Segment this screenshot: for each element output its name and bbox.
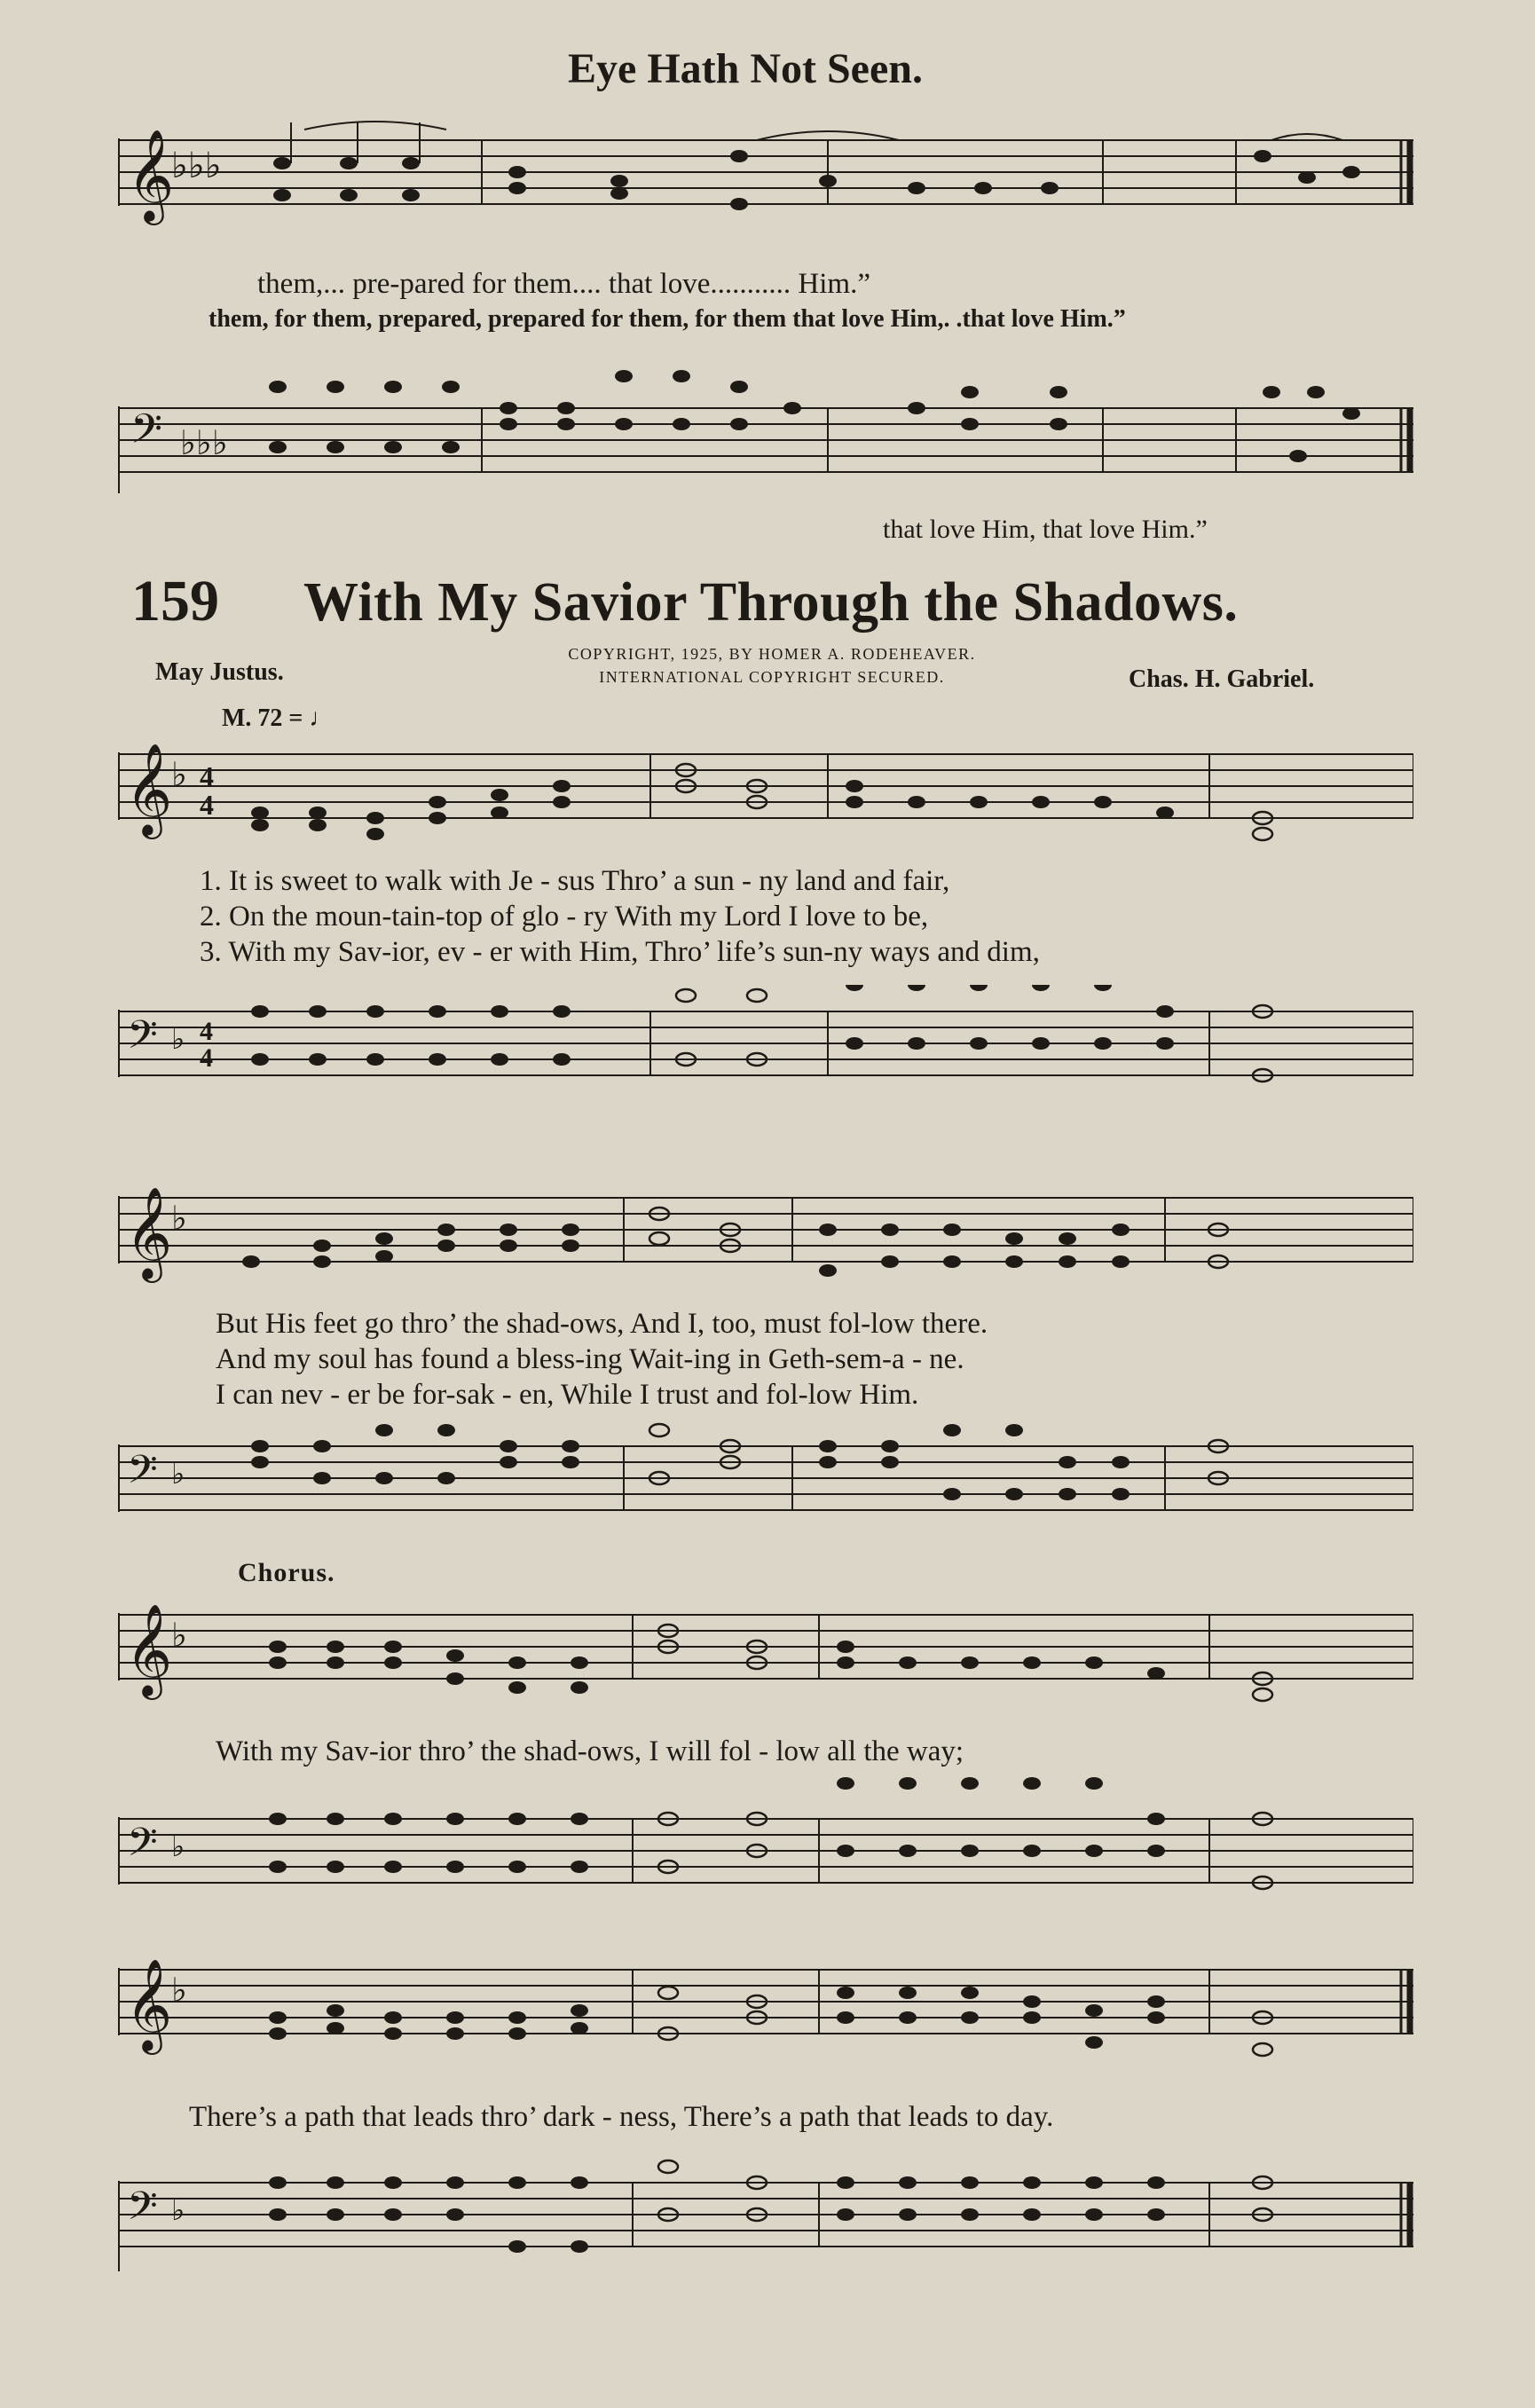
svg-text:♭: ♭ — [171, 1023, 185, 1055]
svg-text:𝄢: 𝄢 — [127, 1013, 158, 1066]
verse-1-line-1: 1. It is sweet to walk with Je - sus Thro’ a sun - ny land and fair, — [200, 865, 950, 897]
svg-text:♭: ♭ — [171, 1200, 187, 1238]
svg-text:𝄞: 𝄞 — [127, 129, 175, 222]
copyright-notice — [497, 642, 1047, 689]
svg-text:𝄞: 𝄞 — [125, 1962, 173, 2050]
svg-text:♭: ♭ — [171, 1830, 185, 1862]
svg-text:4: 4 — [200, 789, 214, 821]
svg-text:𝄢: 𝄢 — [127, 1821, 158, 1874]
tempo-marking: M. 72 = ♩ — [222, 704, 335, 732]
svg-text:4: 4 — [200, 1017, 213, 1046]
svg-text:𝄢: 𝄢 — [130, 407, 163, 462]
verse-2-line-2: And my soul has found a bless-ing Wait-ing in Geth-sem-a - ne. — [216, 1343, 964, 1375]
verse-1-line-2: But His feet go thro’ the shad-ows, And I, too, must fol-low there. — [216, 1308, 988, 1340]
verse-3-line-1: 3. With my Sav-ior, ev - er with Him, Thro’ life’s sun-ny ways and dim, — [200, 936, 1040, 968]
svg-text:𝄞: 𝄞 — [125, 1190, 173, 1278]
svg-text:𝄢: 𝄢 — [127, 1448, 158, 1501]
previous-hymn-title: Eye Hath Not Seen. — [568, 45, 923, 92]
system4-bass-staff — [118, 2138, 1413, 2280]
verse-2-line-1: 2. On the moun-tain-top of glo - ry With my Lord I love to be, — [200, 901, 929, 933]
svg-text:4: 4 — [200, 1043, 213, 1073]
verse-3-line-2: I can nev - er be for-sak - en, While I trust and fol-low Him. — [216, 1379, 919, 1411]
chorus-line-1: With my Sav-ior thro’ the shad-ows, I will fol - low all the way; — [216, 1735, 964, 1767]
copyright-line-1: COPYRIGHT, 1925, BY HOMER A. RODEHEAVER. — [568, 645, 976, 663]
system4-treble-staff — [118, 1943, 1413, 2076]
system2-bass-staff — [118, 1420, 1413, 1544]
svg-text:♭: ♭ — [171, 757, 187, 794]
system2-treble-staff — [118, 1171, 1413, 1304]
prev-lyric-alto: them, for them, prepared, prepared for them, for them that love Him,. .that love Him.” — [209, 305, 1126, 333]
svg-text:4: 4 — [200, 760, 214, 792]
prev-lyric-top: them,... pre-pared for them.... that love........... Him.” — [257, 268, 870, 300]
hymn-title: With My Savior Through the Shadows. — [303, 572, 1239, 633]
svg-text:𝄞: 𝄞 — [125, 746, 173, 834]
system1-bass-staff — [118, 985, 1413, 1109]
lyricist-credit: May Justus. — [155, 658, 284, 686]
prev-lyric-bass: that love Him, that love Him.” — [883, 515, 1208, 544]
hymn-number: 159 — [131, 569, 219, 633]
prev-treble-staff — [118, 114, 1413, 229]
svg-text:♭♭♭: ♭♭♭ — [171, 146, 222, 185]
system3-bass-staff — [118, 1775, 1413, 1916]
svg-text:♭: ♭ — [171, 1972, 187, 2010]
svg-text:♭: ♭ — [171, 1617, 187, 1655]
chorus-line-2: There’s a path that leads thro’ dark - ness, There’s a path that leads to day. — [189, 2101, 1054, 2133]
svg-text:𝄞: 𝄞 — [125, 1607, 173, 1695]
svg-text:♭: ♭ — [171, 2194, 185, 2226]
svg-text:♭♭♭: ♭♭♭ — [180, 425, 228, 462]
composer-credit: Chas. H. Gabriel. — [1129, 665, 1315, 693]
copyright-line-2: INTERNATIONAL COPYRIGHT SECURED. — [599, 668, 945, 686]
svg-text:♭: ♭ — [171, 1458, 185, 1490]
system3-treble-staff — [118, 1588, 1413, 1721]
prev-bass-staff — [118, 355, 1413, 506]
system1-treble-staff — [118, 728, 1413, 861]
svg-text:𝄢: 𝄢 — [127, 2184, 158, 2238]
chorus-label: Chorus. — [238, 1558, 335, 1587]
